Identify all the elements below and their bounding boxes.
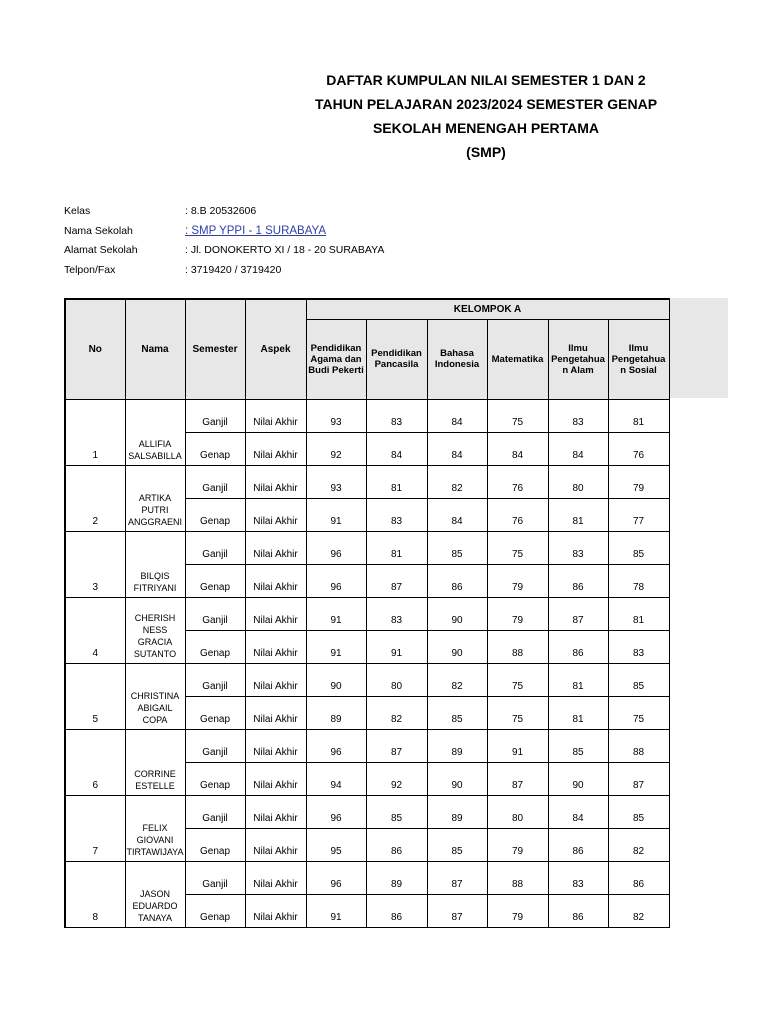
score-cell: 85 — [608, 531, 669, 564]
score-cell: 86 — [608, 861, 669, 894]
score-cell: 82 — [427, 663, 487, 696]
score-cell: 87 — [366, 564, 427, 597]
info-value: : Jl. DONOKERTO XI / 18 - 20 SURABAYA — [185, 244, 385, 256]
score-cell: 84 — [427, 498, 487, 531]
score-cell: 91 — [306, 597, 366, 630]
score-cell: 90 — [427, 762, 487, 795]
subject-header-matematika: Matematika — [487, 319, 548, 399]
score-cell: 88 — [487, 861, 548, 894]
score-cell: 83 — [608, 630, 669, 663]
school-info — [64, 202, 464, 280]
row-number-cell: 6 — [65, 729, 125, 795]
score-cell: 85 — [427, 696, 487, 729]
semester-cell: Ganjil — [185, 465, 245, 498]
score-cell: 84 — [427, 399, 487, 432]
score-cell: 76 — [487, 498, 548, 531]
table-row — [65, 465, 669, 498]
student-name-cell: ALLIFIA SALSABILLA — [125, 399, 185, 465]
header-row — [65, 299, 669, 319]
info-row-phone — [64, 261, 464, 281]
score-cell: 93 — [306, 465, 366, 498]
name-header: Nama — [125, 299, 185, 399]
score-cell: 85 — [427, 828, 487, 861]
score-cell: 96 — [306, 729, 366, 762]
score-cell: 83 — [366, 399, 427, 432]
semester-cell: Genap — [185, 696, 245, 729]
score-cell: 84 — [487, 432, 548, 465]
info-label: Alamat Sekolah — [64, 244, 138, 256]
subject-header-bahasa-indonesia: Bahasa Indonesia — [427, 319, 487, 399]
score-cell: 87 — [487, 762, 548, 795]
student-name-cell: CHERISH NESS GRACIA SUTANTO — [125, 597, 185, 663]
table-row — [65, 663, 669, 696]
score-cell: 81 — [608, 597, 669, 630]
score-cell: 75 — [487, 696, 548, 729]
score-cell: 94 — [306, 762, 366, 795]
score-cell: 76 — [487, 465, 548, 498]
table-row — [65, 729, 669, 762]
header-fill-extension — [668, 298, 728, 398]
page-title — [300, 68, 672, 164]
table-row — [65, 861, 669, 894]
score-cell: 92 — [306, 432, 366, 465]
score-cell: 96 — [306, 795, 366, 828]
score-cell: 75 — [487, 531, 548, 564]
score-cell: 92 — [366, 762, 427, 795]
score-cell: 88 — [608, 729, 669, 762]
row-number-cell: 4 — [65, 597, 125, 663]
semester-cell: Ganjil — [185, 531, 245, 564]
score-cell: 81 — [608, 399, 669, 432]
score-cell: 75 — [608, 696, 669, 729]
semester-header: Semester — [185, 299, 245, 399]
score-cell: 91 — [306, 630, 366, 663]
score-cell: 81 — [548, 498, 608, 531]
score-cell: 90 — [427, 597, 487, 630]
semester-cell: Genap — [185, 498, 245, 531]
subject-header-pendidikan-agama-dan-budi-pekerti: Pendidikan Agama dan Budi Pekerti — [306, 319, 366, 399]
info-row-address — [64, 241, 464, 261]
score-cell: 87 — [608, 762, 669, 795]
row-number-cell: 7 — [65, 795, 125, 861]
score-cell: 96 — [306, 531, 366, 564]
score-cell: 80 — [487, 795, 548, 828]
score-cell: 91 — [306, 498, 366, 531]
score-cell: 79 — [608, 465, 669, 498]
title-line-3: SEKOLAH MENENGAH PERTAMA — [372, 120, 600, 136]
row-number-cell: 8 — [65, 861, 125, 927]
score-cell: 83 — [548, 531, 608, 564]
semester-cell: Ganjil — [185, 795, 245, 828]
aspek-cell: Nilai Akhir — [245, 663, 306, 696]
score-cell: 84 — [548, 432, 608, 465]
info-row-kelas — [64, 202, 464, 222]
semester-cell: Genap — [185, 564, 245, 597]
semester-cell: Ganjil — [185, 729, 245, 762]
score-cell: 93 — [306, 399, 366, 432]
score-cell: 85 — [608, 663, 669, 696]
score-cell: 85 — [366, 795, 427, 828]
score-cell: 81 — [548, 696, 608, 729]
row-number-cell: 2 — [65, 465, 125, 531]
semester-cell: Ganjil — [185, 597, 245, 630]
score-cell: 84 — [366, 432, 427, 465]
score-cell: 91 — [306, 894, 366, 927]
semester-cell: Genap — [185, 762, 245, 795]
semester-cell: Genap — [185, 630, 245, 663]
aspek-cell: Nilai Akhir — [245, 498, 306, 531]
semester-cell: Ganjil — [185, 663, 245, 696]
score-cell: 82 — [366, 696, 427, 729]
score-cell: 95 — [306, 828, 366, 861]
table-row — [65, 597, 669, 630]
score-cell: 83 — [366, 498, 427, 531]
row-number-cell: 3 — [65, 531, 125, 597]
info-value: : 8.B 20532606 — [185, 205, 257, 217]
score-cell: 86 — [366, 828, 427, 861]
score-cell: 79 — [487, 828, 548, 861]
student-name-cell: ARTIKA PUTRI ANGGRAENI — [125, 465, 185, 531]
aspek-cell: Nilai Akhir — [245, 399, 306, 432]
title-line-1: DAFTAR KUMPULAN NILAI SEMESTER 1 DAN 2 — [326, 72, 646, 88]
no-header: No — [65, 299, 125, 399]
table-row — [65, 795, 669, 828]
aspek-cell: Nilai Akhir — [245, 894, 306, 927]
semester-cell: Genap — [185, 894, 245, 927]
score-cell: 86 — [427, 564, 487, 597]
table-row — [65, 531, 669, 564]
score-cell: 85 — [548, 729, 608, 762]
score-cell: 82 — [427, 465, 487, 498]
score-cell: 87 — [427, 894, 487, 927]
score-cell: 85 — [427, 531, 487, 564]
aspek-cell: Nilai Akhir — [245, 762, 306, 795]
score-cell: 90 — [427, 630, 487, 663]
semester-cell: Ganjil — [185, 399, 245, 432]
score-cell: 84 — [427, 432, 487, 465]
score-cell: 90 — [306, 663, 366, 696]
semester-cell: Ganjil — [185, 861, 245, 894]
score-cell: 80 — [366, 663, 427, 696]
aspek-cell: Nilai Akhir — [245, 597, 306, 630]
score-cell: 87 — [427, 861, 487, 894]
info-label: Telpon/Fax — [64, 263, 116, 276]
score-cell: 75 — [487, 399, 548, 432]
aspek-cell: Nilai Akhir — [245, 729, 306, 762]
score-cell: 88 — [487, 630, 548, 663]
school-name-link[interactable]: : SMP YPPI - 1 SURABAYA — [185, 224, 327, 237]
subject-header-ilmu-pengetahuan-alam: Ilmu Pengetahuan Alam — [548, 319, 608, 399]
score-cell: 89 — [427, 729, 487, 762]
aspek-cell: Nilai Akhir — [245, 795, 306, 828]
score-cell: 84 — [548, 795, 608, 828]
score-cell: 86 — [548, 894, 608, 927]
score-cell: 83 — [366, 597, 427, 630]
student-name-cell: JASON EDUARDO TANAYA — [125, 861, 185, 927]
info-row-school-name — [64, 222, 464, 242]
score-cell: 79 — [487, 894, 548, 927]
score-cell: 89 — [427, 795, 487, 828]
semester-cell: Genap — [185, 828, 245, 861]
student-name-cell: FELIX GIOVANI TIRTAWIJAYA — [125, 795, 185, 861]
score-cell: 81 — [548, 663, 608, 696]
aspek-cell: Nilai Akhir — [245, 564, 306, 597]
row-number-cell: 5 — [65, 663, 125, 729]
table-row — [65, 399, 669, 432]
aspek-header: Aspek — [245, 299, 306, 399]
info-value: : 3719420 / 3719420 — [185, 263, 282, 276]
score-cell: 96 — [306, 564, 366, 597]
score-cell: 86 — [548, 828, 608, 861]
score-cell: 82 — [608, 828, 669, 861]
score-cell: 81 — [366, 531, 427, 564]
aspek-cell: Nilai Akhir — [245, 630, 306, 663]
title-line-2: TAHUN PELAJARAN 2023/2024 SEMESTER GENAP — [314, 96, 658, 112]
score-cell: 86 — [548, 630, 608, 663]
score-cell: 83 — [548, 861, 608, 894]
aspek-cell: Nilai Akhir — [245, 861, 306, 894]
score-cell: 89 — [366, 861, 427, 894]
score-cell: 90 — [548, 762, 608, 795]
table-header — [65, 299, 669, 399]
score-cell: 86 — [366, 894, 427, 927]
score-cell: 87 — [548, 597, 608, 630]
score-cell: 96 — [306, 861, 366, 894]
semester-cell: Genap — [185, 432, 245, 465]
score-cell: 85 — [608, 795, 669, 828]
row-number-cell: 1 — [65, 399, 125, 465]
group-header: KELOMPOK A — [306, 299, 669, 319]
score-cell: 81 — [366, 465, 427, 498]
score-cell: 83 — [548, 399, 608, 432]
aspek-cell: Nilai Akhir — [245, 531, 306, 564]
aspek-cell: Nilai Akhir — [245, 696, 306, 729]
student-name-cell: BILQIS FITRIYANI — [125, 531, 185, 597]
aspek-cell: Nilai Akhir — [245, 432, 306, 465]
student-name-cell: CHRISTINA ABIGAIL COPA — [125, 663, 185, 729]
score-cell: 79 — [487, 564, 548, 597]
table-body — [65, 399, 669, 927]
subject-header-ilmu-pengetahuan-sosial: Ilmu Pengetahuan Sosial — [608, 319, 669, 399]
aspek-cell: Nilai Akhir — [245, 828, 306, 861]
subject-header-pendidikan-pancasila: Pendidikan Pancasila — [366, 319, 427, 399]
score-cell: 78 — [608, 564, 669, 597]
aspek-cell: Nilai Akhir — [245, 465, 306, 498]
score-cell: 77 — [608, 498, 669, 531]
score-cell: 79 — [487, 597, 548, 630]
student-name-cell: CORRINE ESTELLE — [125, 729, 185, 795]
score-cell: 82 — [608, 894, 669, 927]
info-label: Nama Sekolah — [64, 224, 133, 237]
title-line-4: (SMP) — [466, 144, 506, 160]
score-cell: 76 — [608, 432, 669, 465]
score-cell: 75 — [487, 663, 548, 696]
score-cell: 91 — [487, 729, 548, 762]
score-cell: 91 — [366, 630, 427, 663]
score-cell: 89 — [306, 696, 366, 729]
grades-table — [64, 298, 670, 928]
info-label: Kelas — [64, 205, 91, 217]
score-cell: 86 — [548, 564, 608, 597]
score-cell: 87 — [366, 729, 427, 762]
score-cell: 80 — [548, 465, 608, 498]
